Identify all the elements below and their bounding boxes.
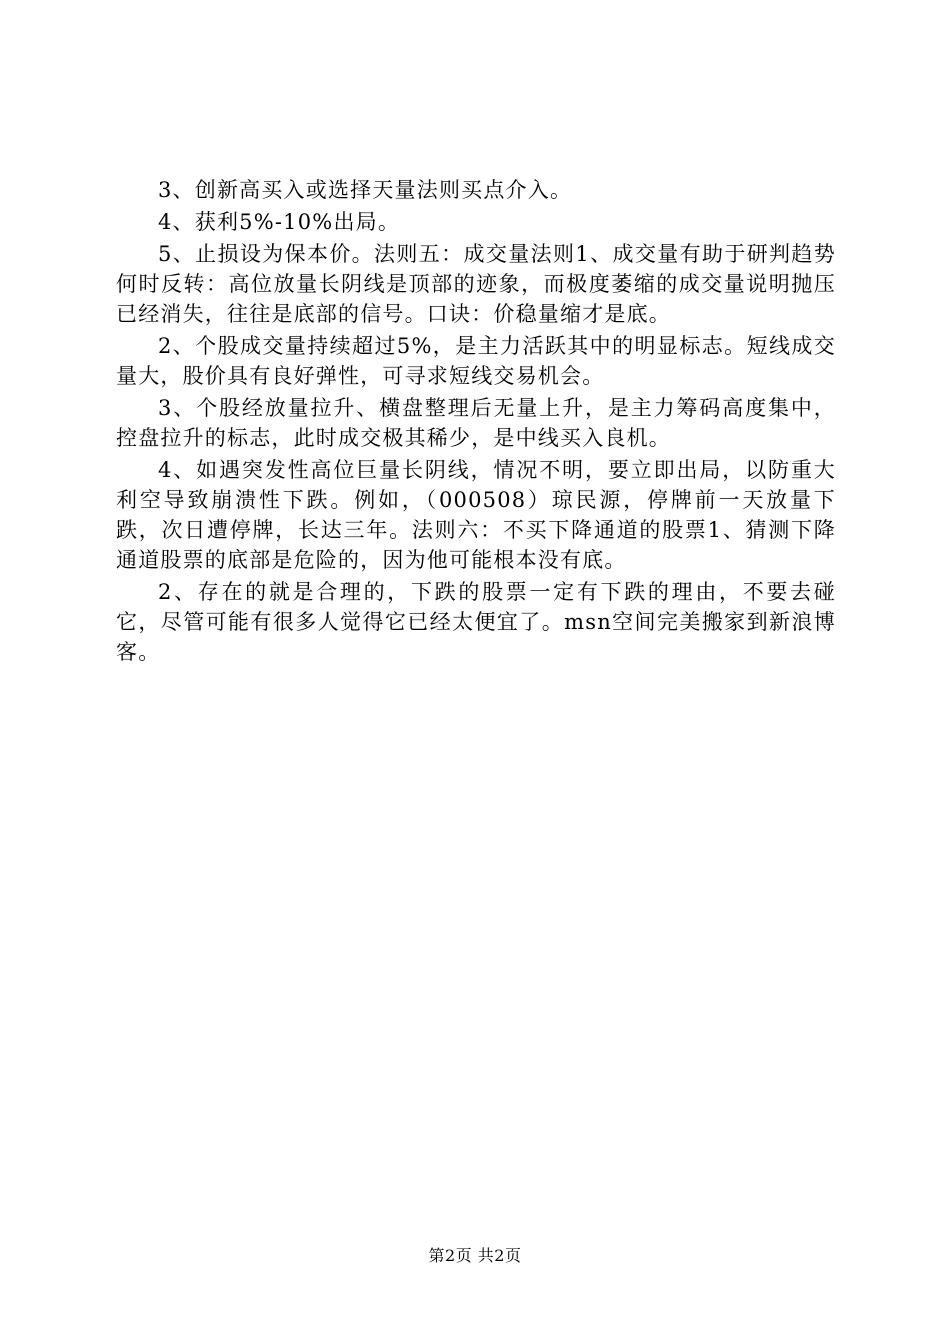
paragraph-6: 4、如遇突发性高位巨量长阴线，情况不明，要立即出局，以防重大利空导致崩溃性下跌。例如，（000508）琼民源，停牌前一天放量下跌，次日遭停牌，长达三年。法则六：不买下降通道的股票1、猜测下降通道股票的底部是危险的，因为他可能根本没有底。	[116, 458, 836, 572]
paragraph-7: 2、存在的就是合理的，下跌的股票一定有下跌的理由，不要去碰它，尽管可能有很多人觉得它已经太便宜了。msn空间完美搬家到新浪博客。	[116, 580, 836, 664]
document-body	[116, 175, 836, 667]
paragraph-2: 4、获利5%-10%出局。	[158, 210, 401, 234]
paragraph-4: 2、个股成交量持续超过5%，是主力活跃其中的明显标志。短线成交量大，股价具有良好弹性，可寻求短线交易机会。	[116, 334, 836, 388]
paragraph-5: 3、个股经放量拉升、横盘整理后无量上升，是主力筹码高度集中，控盘拉升的标志，此时成交极其稀少，是中线买入良机。	[116, 396, 836, 450]
page-footer: 第2页 共2页	[428, 1246, 522, 1265]
paragraph-3: 5、止损设为保本价。法则五：成交量法则1、成交量有助于研判趋势何时反转：高位放量长阴线是顶部的迹象，而极度萎缩的成交量说明抛压已经消失，往往是底部的信号。口诀：价稳量缩才是底。	[116, 242, 836, 326]
paragraph-1: 3、创新高买入或选择天量法则买点介入。	[158, 178, 573, 202]
